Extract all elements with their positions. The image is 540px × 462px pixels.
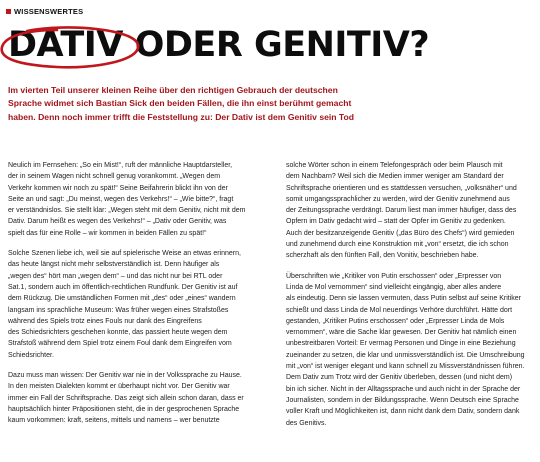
text-line: bin ich sicher. Nicht in der Alltagssprache und auch nicht in der Sprache der xyxy=(286,385,521,393)
text-line: scherzhaft als den fünften Fall, den Vonitiv, beschrieben habe. xyxy=(286,252,479,260)
text-line: Verkehr kommen wir noch zu spät!“ Seine Beifahrerin blickt ihn von der xyxy=(8,184,228,192)
text-line: der in seinem Wagen nicht schnell genug vorankommt. „Wegen dem xyxy=(8,173,221,181)
text-line: des Genitivs. xyxy=(286,419,327,427)
text-line: solche Wörter schon in einem Telefongespräch oder beim Plausch mit xyxy=(286,162,503,169)
text-line: als eindeutig. Denn sie lassen vermuten, dass Putin selbst auf seine Kritiker xyxy=(286,295,522,303)
text-line: Schiedsrichter. xyxy=(8,351,54,359)
text-line: Journalisten, sondern in der Bildungssprache. Wenn Deutsch eine Sprache xyxy=(286,396,519,404)
text-line: In den meisten Dialekten kommt er überhaupt nicht vor. Der Genitiv war xyxy=(8,383,230,391)
text-line: des Schiedsrichters geschehen konnte, das passiert heute wegen dem xyxy=(8,329,228,337)
text-line: dem Nachbarn? Weil sich die Medien immer weniger am Standard der xyxy=(286,173,504,181)
text-line: Dazu muss man wissen: Der Genitiv war nie in der Volkssprache zu Hause. xyxy=(8,372,242,380)
headline-rest: ODER GENITIV? xyxy=(134,25,430,65)
text-line: Opfern im Dativ gedacht wird – statt der Opfer im Genitiv zu gedenken. xyxy=(286,218,506,226)
kicker-square xyxy=(6,9,11,14)
text-line: Sat.1, sondern auch im öffentlich-rechtlichen Rundfunk. Der Genitiv ist auf xyxy=(8,283,238,291)
text-line: und zunehmend durch eine Konstruktion mit „von“ ersetzt, die ich schon xyxy=(286,241,509,249)
text-line: Linda de Mol vernommen“ sind vielleicht eingängig, aber alles andere xyxy=(286,283,502,291)
lead-line: Im vierten Teil unserer kleinen Reihe über den richtigen Gebrauch der deutschen xyxy=(8,85,338,95)
text-line: Auch der besitzanzeigende Genitiv („das Büro des Chefs“) wird gemieden xyxy=(286,229,515,237)
text-line: Dativ. Darum heißt es wegen des Verkehrs!“ – „Dativ oder Genitiv, was xyxy=(8,218,227,226)
text-line: voller Kraft und Möglichkeiten ist, dann nicht dank dem Dativ, sondern dank xyxy=(286,408,520,416)
text-line: immer ein Fall der Schriftsprache. Das zeigt sich allein schon daran, dass er xyxy=(8,394,244,402)
text-line: spielt das für eine Rolle – wir kommen in beiden Fällen zu spät!“ xyxy=(8,229,207,237)
text-line: Überschriften wie „Kritiker von Putin erschossen“ oder „Erpresser von xyxy=(286,272,502,280)
section-kicker xyxy=(6,7,83,16)
text-line: schießt und dass Linda de Mol neuerdings Verhöre durchführt. Hätte dort xyxy=(286,306,513,314)
paragraph xyxy=(286,160,526,262)
hand-drawn-circle-decoration xyxy=(0,25,145,69)
text-line: dem Rückzug. Die umständlichen Formen mit „des“ oder „eines“ wandern xyxy=(8,295,236,303)
headline-word-dativ: DATIV xyxy=(8,25,123,65)
text-line: das heute längst nicht mehr selbstverständlich ist. Denn häufiger als xyxy=(8,261,220,269)
text-line: unbestreitbaren Vorteil: Er vermag Personen und Dinge in eine Beziehung xyxy=(286,340,516,348)
text-line: kaum vorkommen: kraft, seitens, mittels und namens – wer benutzte xyxy=(8,417,220,425)
text-line: zueinander zu setzen, die klar und unmissverständlich ist. Die Umschreibung xyxy=(286,351,525,359)
text-line: Dem Dativ zum Trotz wird der Genitiv überleben, dessen (und nicht dem) xyxy=(286,374,513,382)
body-column-left xyxy=(8,160,248,436)
article-lead xyxy=(8,84,528,124)
text-line: vernommen“, wäre die Sache klar gewesen. Der Genitiv hat nämlich einen xyxy=(286,329,517,337)
text-line: der Zeitungssprache verdrängt. Darum liest man immer häufiger, dass des xyxy=(286,207,517,215)
paragraph xyxy=(8,160,248,239)
text-line: Solche Szenen liebe ich, weil sie auf spielerische Weise an etwas erinnern, xyxy=(8,250,241,258)
body-column-right xyxy=(286,160,526,438)
kicker-label: WISSENSWERTES xyxy=(14,7,84,16)
text-line: langsam ins sprachliche Museum: Was früher wegen eines Strafstoßes xyxy=(8,306,229,314)
text-line: gestanden, „Kritiker Putins erschossen“ oder „Erpresser Linda de Mols xyxy=(286,317,505,325)
paragraph xyxy=(286,271,526,429)
paragraph xyxy=(8,370,248,426)
text-line: somit umgangssprachlicher zu werden, wird der Genitiv zunehmend aus xyxy=(286,195,510,203)
text-line: Seite an und sagt: „Du meinst, wegen des Verkehrs!“ – „Wie bitte?“, fragt xyxy=(8,195,234,203)
text-line: Schriftsprache orientieren und es stattdessen versuchen, „volksnäher“ und xyxy=(286,184,517,192)
text-line: hauptsächlich hinter Präpositionen steht, die in der gesprochenen Sprache xyxy=(8,405,240,413)
lead-line: haben. Denn noch immer trifft die Feststellung zu: Der Dativ ist dem Genitiv sein Tod xyxy=(8,111,355,122)
text-line: mit „von“ ist weniger elegant und kann schnell zu Missverständnissen führen. xyxy=(286,363,525,371)
text-line: „wegen des“ hört man „wegen dem“ – und das nicht nur bei RTL oder xyxy=(8,272,223,280)
lead-line: Sprache widmet sich Bastian Sick den beiden Fällen, die ihn einst berühmt gemacht xyxy=(8,98,352,109)
paragraph xyxy=(8,248,248,361)
text-line: Strafstoß während dem Spiel trotz einem Foul dank dem Eingreifen vom xyxy=(8,340,232,348)
text-line: er verständnislos. Sie stellt klar: „Wegen steht mit dem Genitiv, nicht mit dem xyxy=(8,207,246,215)
text-line: Neulich im Fernsehen: „So ein Mist!“, ruft der männliche Hauptdarsteller, xyxy=(8,162,233,169)
text-line: während des Spiels trotz eines Fouls nur dank des Eingreifens xyxy=(8,317,202,325)
